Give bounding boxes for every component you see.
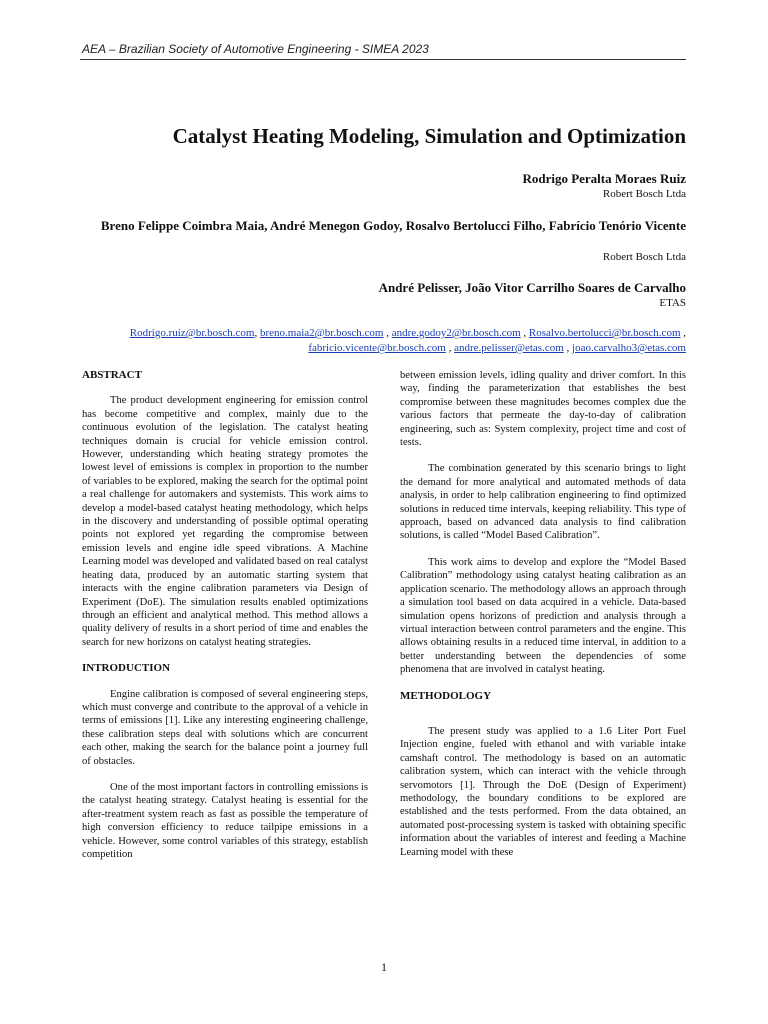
introduction-paragraph-3: between emission levels, idling quality and driver comfort. In this way, finding the parameterization that establishes the best compromise between these magnitudes becomes complex due the various factors that permeate the day-to-day of calibration engineering, such as: System complexity, project time and cost of tests.: [400, 370, 686, 449]
methodology-paragraph-1: The present study was applied to a 1.6 Liter Port Fuel Injection engine, fueled with ethanol and with variable intake camshaft control. The methodology is based on an automatic calibration system, which can interact with the vehicle through servomotors [1]. Through the DoE (Design of Experiment) methodology, the boundary conditions to be explored are established and the tests performed. From the data obtained, an automated post-processing system is tasked with obtaining specific information about the variables of interest and feeding a Machine Learning model with these: [400, 725, 686, 858]
email-separator: ,: [563, 342, 573, 354]
email-separator: ,: [254, 327, 260, 339]
email-separator: ,: [520, 327, 529, 339]
affiliation-1: Robert Bosch Ltda: [602, 188, 686, 200]
introduction-paragraph-4: The combination generated by this scenario brings to light the demand for more analytical and automated methods of data analysis, in order to help calibration engineering to find optimized solutions in reduced time intervals, keeping reliability. This type of approach, based on advanced data analysis to find calibration solutions, is called “Model Based Calibration”.: [400, 463, 686, 542]
email-link[interactable]: breno.maia2@br.bosch.com: [259, 327, 384, 339]
left-column: [82, 369, 368, 874]
abstract-paragraph: The product development engineering for emission control has become competitive and complex, mainly due to the continuous evolution of the legislation. The catalyst heating techniques domain is crucial for vehicle emission control. However, understanding which heating strategy promotes the lowest level of emissions is complex in proportion to the number of variables to be explored, making the search for the optimal point a real challenge for automakers and systemists. This work aims to develop a model-based catalyst heating methodology, which helps in the discovery and understanding of possible optimal operating points not explored yet regarding the compromise between emission levels and engine idle speed vibrations. A Machine Learning model was developed and validated based on real catalyst heating data, produced by an automatic starting system that interacts with the engine calibration parameters via Design of Experiment (DoE). The simulation results enabled optimizations through an efficient and analytical method. This method allows a quality delivery of results in a short period of time and enables the search for new horizons on catalyst heating strategies.: [82, 395, 368, 648]
author-emails: [80, 326, 686, 356]
email-separator: ,: [383, 327, 392, 339]
email-separator: ,: [445, 342, 455, 354]
right-column: [400, 369, 686, 872]
paper-title: Catalyst Heating Modeling, Simulation and Optimization: [172, 124, 686, 148]
email-link[interactable]: andre.pelisser@etas.com: [454, 342, 564, 354]
email-line-1: [80, 326, 686, 341]
affiliation-3: ETAS: [659, 297, 686, 309]
author-group-2: Breno Felippe Coimbra Maia, André Menegon Godoy, Rosalvo Bertolucci Filho, Fabrício Tenório Vicente: [100, 218, 686, 233]
email-link[interactable]: Rosalvo.bertolucci@br.bosch.com: [528, 327, 681, 339]
header-rule: [80, 59, 686, 60]
email-link[interactable]: joao.carvalho3@etas.com: [572, 342, 686, 354]
running-header: AEA – Brazilian Society of Automotive Engineering - SIMEA 2023: [82, 42, 429, 56]
methodology-heading: METHODOLOGY: [400, 689, 492, 702]
email-link[interactable]: fabricio.vicente@br.bosch.com: [308, 342, 446, 354]
author-group-1: Rodrigo Peralta Moraes Ruiz: [522, 171, 686, 186]
page-number: 1: [381, 960, 387, 974]
abstract-heading: ABSTRACT: [82, 369, 142, 381]
email-link[interactable]: Rodrigo.ruiz@br.bosch.com: [129, 327, 255, 339]
section-gap: [400, 715, 686, 725]
email-separator: ,: [680, 327, 686, 339]
author-group-3: André Pelisser, João Vitor Carrilho Soares de Carvalho: [378, 280, 686, 295]
introduction-paragraph-1: Engine calibration is composed of several engineering steps, which must converge and contribute to the approval of a vehicle in terms of emissions [1]. Like any interesting engineering challenge, these calibration steps deal with solutions which are concurrent each other, making the search for the balance point a journey full of obstacles.: [82, 688, 368, 767]
email-line-2: [80, 341, 686, 356]
email-link[interactable]: andre.godoy2@br.bosch.com: [391, 327, 521, 339]
introduction-paragraph-2: One of the most important factors in controlling emissions is the catalyst heating strategy. Catalyst heating is essential for the after-treatment system reach as fast as possible the temperature of high conversion efficiency to reduce tailpipe emissions in a vehicle. However, some control variables of this strategy, establish competition: [82, 781, 368, 860]
introduction-heading: INTRODUCTION: [82, 662, 171, 675]
affiliation-2: Robert Bosch Ltda: [602, 251, 686, 263]
introduction-paragraph-5: This work aims to develop and explore the “Model Based Calibration” methodology using catalyst heating calibration as an application scenario. The methodology allows an approach through a simulation tool based on data acquired in a vehicle. Data-based simulation opens horizons of prediction and analysis through a virtual interaction between control parameters and the engine. This allows obtaining results in a reduced time interval, in addition to a better understanding between the dependencies of some phenomena that are involved in catalyst heating.: [400, 556, 686, 676]
